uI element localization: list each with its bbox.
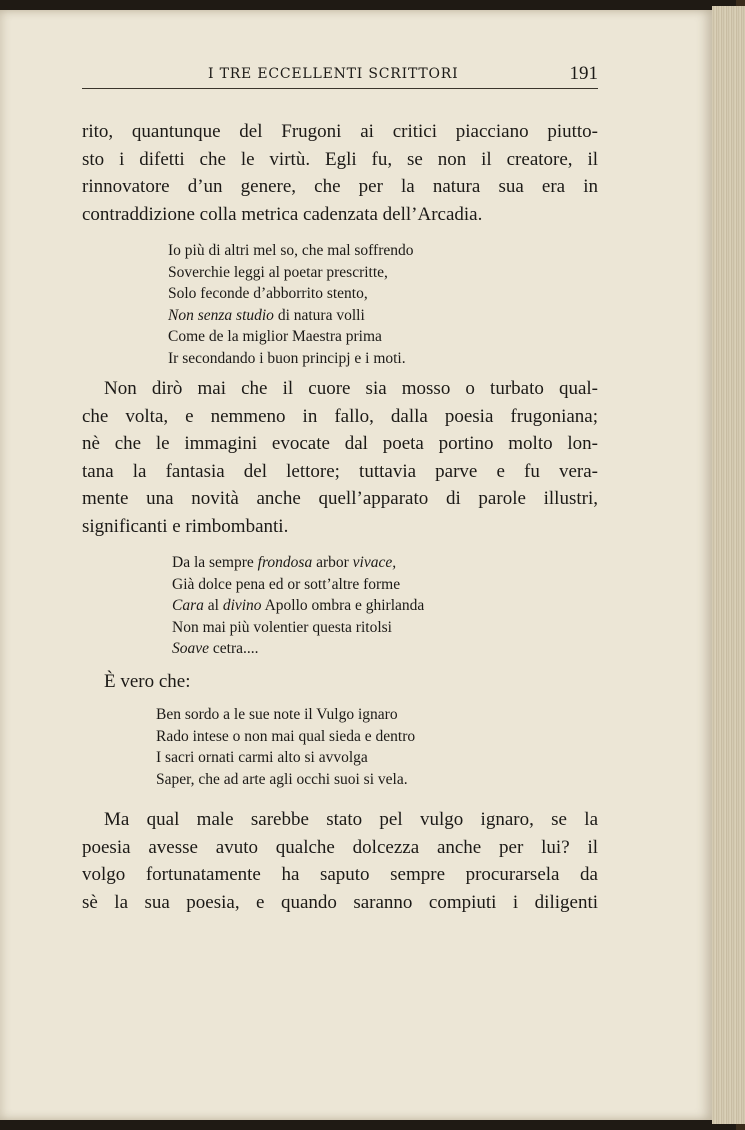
paragraph-1 xyxy=(82,118,598,228)
paragraph-line: poesia avesse avuto qualche dolcezza anche per lui? il xyxy=(82,836,598,858)
paragraph-line: nè che le immagini evocate dal poeta portino molto lon- xyxy=(82,433,598,455)
italic-word: Soave xyxy=(172,640,210,657)
paragraph-line: volgo fortunatamente ha saputo sempre procurarsela da xyxy=(82,864,598,886)
verse-line: I sacri ornati carmi alto si avvolga xyxy=(156,749,368,766)
paragraph-line: rito, quantunque del Frugoni ai critici piacciano piutto- xyxy=(82,121,598,142)
paragraph-3 xyxy=(82,806,598,916)
running-title: I TRE ECCELLENTI SCRITTORI xyxy=(208,66,459,82)
paragraph-line: sto i difetti che le virtù. Egli fu, se non il creatore, il xyxy=(82,148,598,170)
paragraph-line: significanti e rimbombanti. xyxy=(82,515,289,537)
verse-line: Ben sordo a le sue note il Vulgo ignaro xyxy=(156,706,398,723)
verse-quote-1 xyxy=(168,240,414,369)
paragraph-line: tana la fantasia del lettore; tuttavia parve e fu vera- xyxy=(82,460,598,482)
verse-line: Rado intese o non mai qual sieda e dentro xyxy=(156,727,416,745)
verse-line xyxy=(172,595,424,617)
paragraph-line: che volta, e nemmeno in fallo, dalla poesia frugoniana; xyxy=(82,405,598,427)
italic-word: Cara xyxy=(172,597,204,614)
italic-word: divino xyxy=(222,597,262,614)
verse-quote-2 xyxy=(172,552,424,660)
verse-text: Apollo ombra e ghirlanda xyxy=(261,597,425,614)
page-stack-edge xyxy=(712,6,745,1124)
verse-line xyxy=(168,305,414,327)
verse-text: al xyxy=(203,597,223,614)
verse-text: arbor xyxy=(312,554,353,571)
paragraph-line: sè la sua poesia, e quando saranno compiuti i diligenti xyxy=(82,891,598,913)
verse-text: Da la sempre xyxy=(172,554,258,571)
paragraph-line: contraddizione colla metrica cadenzata dell’Arcadia. xyxy=(82,203,483,225)
verse-line: Ir secondando i buon principj e i moti. xyxy=(168,349,406,367)
verse-line: Io più di altri mel so, che mal soffrendo xyxy=(168,242,414,259)
paragraph-line: rinnovatore d’un genere, che per la natura sua era in xyxy=(82,176,598,198)
verse-line: Solo feconde d’abborrito stento, xyxy=(168,285,368,302)
verse-quote-3 xyxy=(156,704,415,790)
verse-line: Soverchie leggi al poetar prescritte, xyxy=(168,263,388,281)
italic-phrase: Non senza studio xyxy=(168,306,274,324)
intro-line xyxy=(104,668,191,696)
paragraph-line: Non dirò mai che il cuore sia mosso o turbato qual- xyxy=(104,378,598,399)
verse-text: cetra.... xyxy=(209,640,259,657)
verse-line: Saper, che ad arte agli occhi suoi si vela. xyxy=(156,770,408,788)
verse-line: Non mai più volentier questa ritolsi xyxy=(172,618,392,636)
paragraph-line: mente una novità anche quell’apparato di parole illustri, xyxy=(82,488,598,510)
italic-word: vivace, xyxy=(352,554,397,571)
paragraph-2 xyxy=(82,375,598,541)
verse-text: di natura volli xyxy=(273,306,365,324)
verse-line: Come de la miglior Maestra prima xyxy=(168,328,382,345)
italic-word: frondosa xyxy=(257,554,313,571)
running-header xyxy=(82,63,598,89)
paragraph-line: Ma qual male sarebbe stato pel vulgo ignaro, se la xyxy=(104,809,598,830)
verse-line: Già dolce pena ed or sott’altre forme xyxy=(172,575,401,593)
intro-text: È vero che: xyxy=(104,671,191,692)
page-number: 191 xyxy=(569,63,598,84)
verse-line xyxy=(172,552,424,574)
verse-line xyxy=(172,638,424,660)
